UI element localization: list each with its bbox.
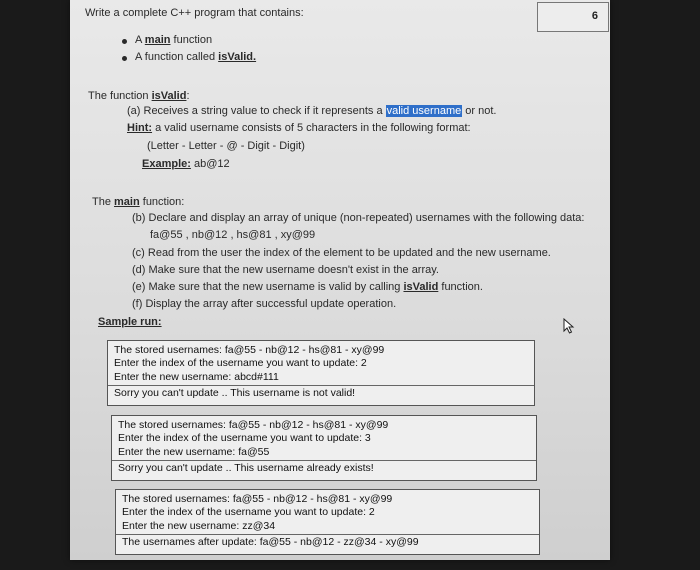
run-result-line: Sorry you can't update .. This username already exists! — [118, 462, 374, 474]
run-result-line: Sorry you can't update .. This username is not valid! — [114, 387, 356, 399]
question-number-box — [537, 2, 609, 32]
hint-line: Hint: a valid username consists of 5 characters in the following format: — [127, 122, 471, 134]
run-divider — [112, 460, 536, 461]
main-item-f: (f) Display the array after successful update operation. — [132, 298, 397, 310]
isvalid-item-a: (a) Receives a string value to check if it represents a valid username or not. — [127, 105, 497, 117]
document-page — [70, 0, 610, 560]
run-stored-line: The stored usernames: fa@55 - nb@12 - hs@81 - xy@99 — [122, 493, 393, 505]
run-new-line: Enter the new username: abcd#111 — [114, 371, 279, 383]
bullet-icon — [122, 56, 127, 61]
run-divider — [108, 385, 534, 386]
sample-run-2 — [111, 415, 537, 481]
example-line: Example: ab@12 — [142, 158, 230, 170]
main-item-e: (e) Make sure that the new username is valid by calling isValid function. — [132, 281, 483, 293]
run-index-line: Enter the index of the username you want to update: 3 — [118, 432, 371, 444]
run-new-line: Enter the new username: fa@55 — [118, 446, 270, 458]
requirement-isvalid: A function called isValid. — [135, 51, 257, 63]
requirement-main: A main function — [135, 34, 213, 46]
sample-run-label: Sample run: — [98, 316, 162, 328]
main-item-d: (d) Make sure that the new username doesn't exist in the array. — [132, 264, 439, 276]
username-format: (Letter - Letter - @ - Digit - Digit) — [147, 140, 305, 152]
main-item-b: (b) Declare and display an array of unique (non-repeated) usernames with the following data: — [132, 212, 585, 224]
main-heading: The main function: — [92, 196, 185, 208]
sample-run-1 — [107, 340, 535, 406]
run-result-line: The usernames after update: fa@55 - nb@12 - zz@34 - xy@99 — [122, 536, 419, 548]
assignment-prompt: Write a complete C++ program that contains: — [85, 7, 304, 19]
run-index-line: Enter the index of the username you want to update: 2 — [122, 506, 375, 518]
run-stored-line: The stored usernames: fa@55 - nb@12 - hs@81 - xy@99 — [114, 344, 385, 356]
sample-run-3 — [115, 489, 540, 555]
run-index-line: Enter the index of the username you want to update: 2 — [114, 357, 367, 369]
mouse-cursor-icon — [562, 318, 576, 334]
run-divider — [116, 534, 539, 535]
isvalid-heading: The function isValid: — [88, 90, 190, 102]
run-new-line: Enter the new username: zz@34 — [122, 520, 276, 532]
highlighted-text: valid username — [386, 105, 462, 117]
bullet-icon — [122, 39, 127, 44]
question-number: 6 — [591, 10, 598, 22]
run-stored-line: The stored usernames: fa@55 - nb@12 - hs@81 - xy@99 — [118, 419, 389, 431]
main-item-c: (c) Read from the user the index of the element to be updated and the new username. — [132, 247, 551, 259]
main-item-b-data: fa@55 , nb@12 , hs@81 , xy@99 — [150, 229, 316, 241]
